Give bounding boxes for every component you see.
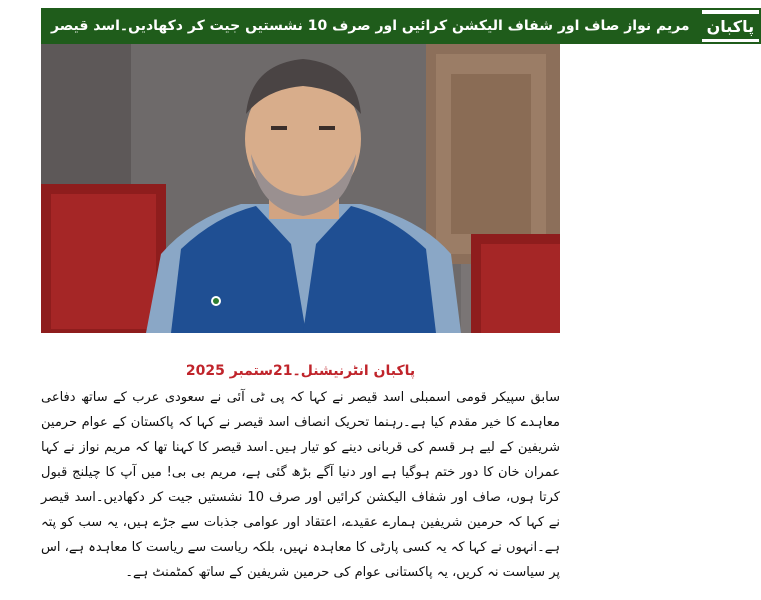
article-body: سابق سپیکر قومی اسمبلی اسد قیصر نے کہا کہ پی ٹی آئی نے سعودی عرب کے ساتھ دفاعی معاہدے کا خیر مقدم کیا ہے۔رہنما تحریک انصاف اسد قیصر نے کہا کہ پاکستان کے عوام حرمین شریفین کے لیے ہر قسم کی قربانی دینے کو تیار ہیں۔اسد قیصر کا کہنا تھا کہ مریم نواز نے کہا عمران خان کا دور ختم ہوگیا ہے اور دنیا آگے بڑھ گئی ہے، مریم بی بی! میں آپ کا چیلنج قبول کرتا ہوں، صاف اور شفاف الیکشن کرائیں اور صرف 10 نشستیں جیت کر دکھادیں۔اسد قیصر نے کہا کہ حرمین شریفین ہمارے عقیدے، اعتقاد اور عوامی جذبات سے جڑے ہیں، یہ سب کو پتہ ہے۔انہوں نے کہا کہ یہ کسی پارٹی کا معاہدہ نہیں، بلکہ ریاست سے ریاست کا معاہدہ ہے، اس پر سیاست نہ کریں، یہ پاکستانی عوام کی حرمین شریفین کے ساتھ کمٹمنٹ ہے۔ [41, 390, 560, 580]
brand-logo-box [700, 8, 761, 44]
brand-logo: پاکبان [702, 14, 760, 39]
dateline: پاکبان انٹرنیشنل۔21ستمبر 2025 [185, 363, 416, 379]
news-header [41, 8, 755, 44]
headline-text: مریم نواز صاف اور شفاف الیکشن کرائیں اور صرف 10 نشستیں جیت کر دکھادیں۔اسد قیصر [51, 18, 690, 34]
headline-bar [41, 8, 700, 44]
news-photo [41, 44, 560, 333]
